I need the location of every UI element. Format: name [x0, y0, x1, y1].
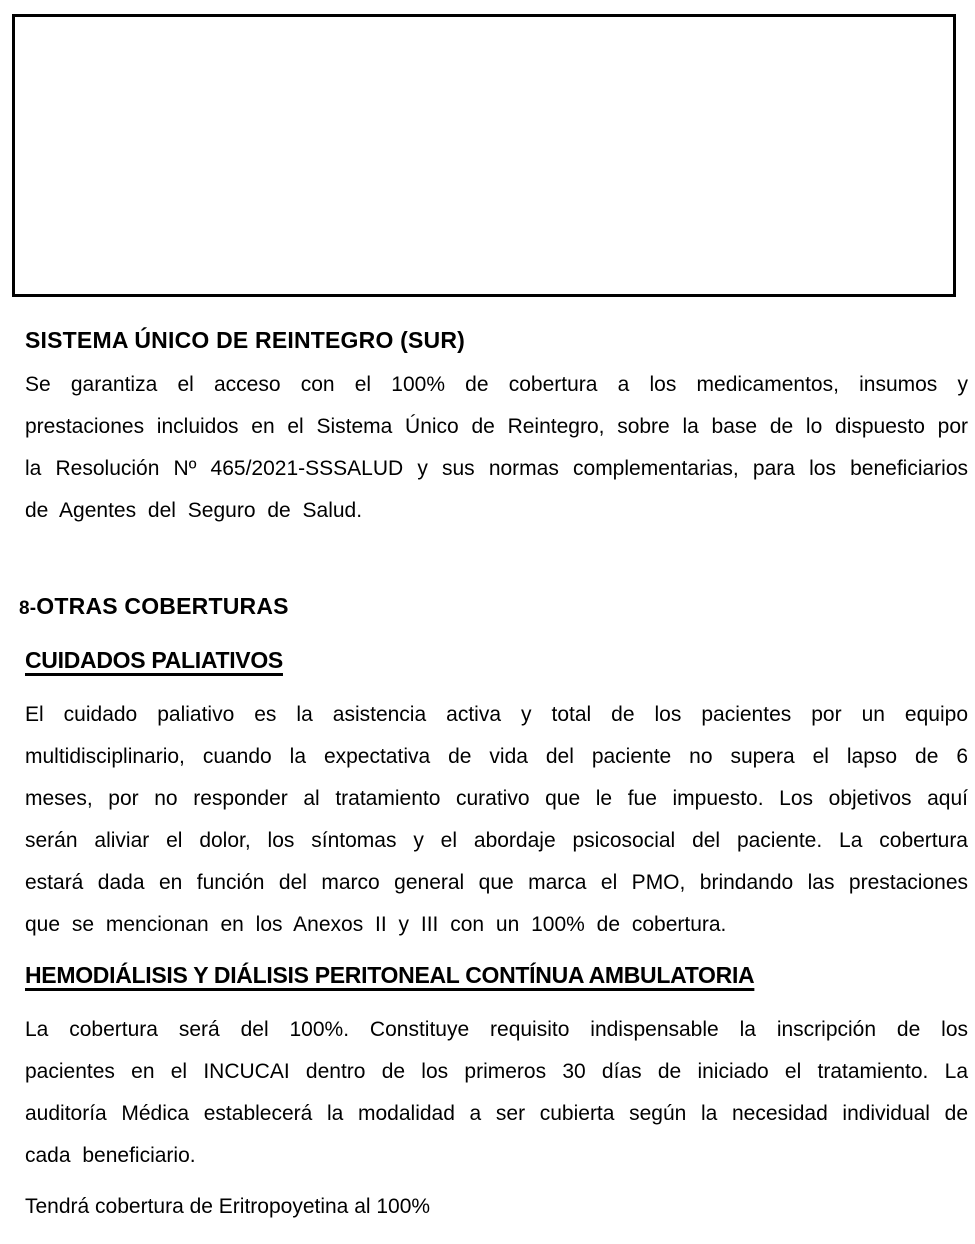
paragraph-eritropoyetina-note: Tendrá cobertura de Eritropoyetina al 100%	[25, 1195, 431, 1218]
heading-hemodialisis: HEMODIÁLISIS Y DIÁLISIS PERITONEAL CONTÍNUA AMBULATORIA	[25, 962, 755, 988]
heading-sistema-unico-reintegro: SISTEMA ÚNICO DE REINTEGRO (SUR)	[25, 327, 466, 353]
image-placeholder-box	[12, 14, 956, 297]
section-number: 8-	[19, 598, 37, 619]
paragraph-sur-coverage: Se garantiza el acceso con el 100% de cobertura a los medicamentos, insumos y prestaciones incluidos en el Sistema Único de Reintegro, sobre la base de lo dispuesto por la Resolución Nº 465/2021-SSSALUD y sus normas complementarias, para los beneficiarios de Agentes del Seguro de Salud.	[25, 373, 968, 522]
heading-cuidados-paliativos: CUIDADOS PALIATIVOS	[25, 647, 283, 673]
heading-otras-coberturas	[19, 592, 968, 623]
document-content	[19, 326, 968, 1228]
paragraph-cuidados-paliativos: El cuidado paliativo es la asistencia activa y total de los pacientes por un equipo multidisciplinario, cuando la expectativa de vida del paciente no supera el lapso de 6 meses, por no responder al tratamiento curativo que le fue impuesto. Los objetivos aquí serán aliviar el dolor, los síntomas y el abordaje psicosocial del paciente. La cobertura estará dada en función del marco general que marca el PMO, brindando las prestaciones que se mencionan en los Anexos II y III con un 100% de cobertura.	[25, 703, 968, 936]
paragraph-hemodialisis: La cobertura será del 100%. Constituye requisito indispensable la inscripción de los pacientes en el INCUCAI dentro de los primeros 30 días de iniciado el tratamiento. La auditoría Médica establecerá la modalidad a ser cubierta según la necesidad individual de cada beneficiario.	[25, 1018, 968, 1167]
section-title: OTRAS COBERTURAS	[36, 593, 289, 619]
